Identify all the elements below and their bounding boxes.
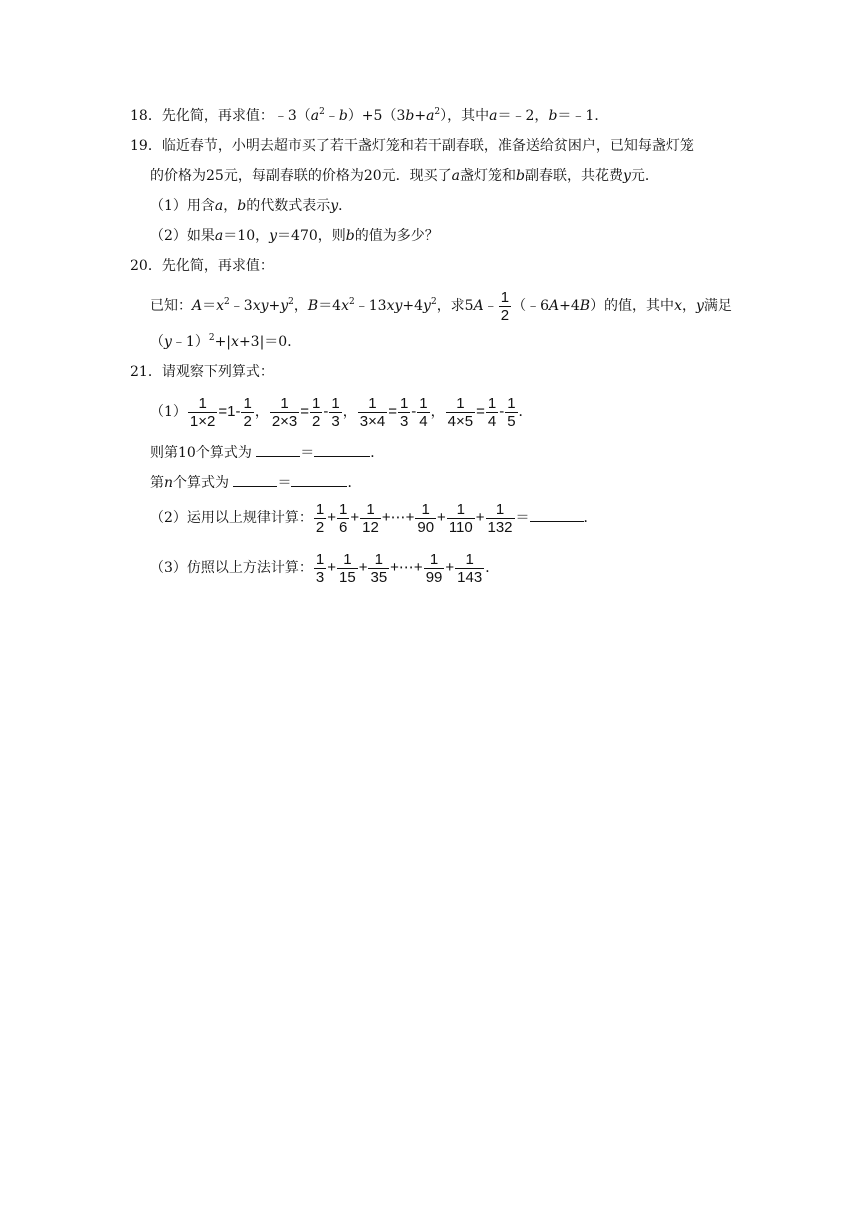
question-20-given: 已知：$A=x^2﹣3xy+y^2$，$B=4x^2﹣13xy+4y^2$，求5A﹣ $\frac{1}{2}$ （﹣6A+4B）的值，其中x，y满足 [150,288,732,324]
question-18: 18．先化简，再求值：$﹣3(a^2﹣b)+5(3b+a^2)$，其中a＝﹣2，b＝﹣1． [130,107,609,124]
q19-number: 19． [130,138,162,154]
question-21-part-3: （3）仿照以上方法计算： $\frac{1}{3}$ + $\frac{1}{15}$ + $\frac{1}{35}$ +⋯+ $\frac{1}{99}$ + $\frac{1}{143}$ ． [150,550,500,586]
fraction: $\frac{1}{90}$ [417,500,435,536]
question-20-head: 20．先化简，再求值： [130,258,274,274]
fraction: $\frac{1}{1\times 2}$ [189,394,216,430]
fraction: $\frac{1}{15}$ [339,550,356,586]
question-20-condition: （y﹣1）$^2$+|x+3|＝0． [150,333,302,350]
fraction-one-half: $\frac{1}{2}$ [500,288,510,324]
fraction: $\frac{1}{110}$ [448,500,473,536]
fraction: $\frac{1}{2\times 3}$ [271,394,298,430]
fraction: $\frac{1}{6}$ [339,500,348,536]
answer-blank[interactable] [233,472,277,487]
answer-blank[interactable] [256,442,300,457]
question-21-head: 21．请观察下列算式： [130,364,274,380]
fraction: $\frac{1}{5}$ [507,394,516,430]
question-21-nth: 第n个算式为 ＝ ． [150,472,361,493]
fraction: $\frac{1}{132}$ [487,500,513,536]
answer-blank[interactable] [291,472,347,487]
q20-number: 20． [130,258,162,274]
fraction: $\frac{1}{4\times 5}$ [447,394,474,430]
question-19-line-1: 19．临近春节，小明去超市买了若干盏灯笼和若干副春联，准备送给贫困户，已知每盏灯笼 [130,138,694,154]
q21-number: 21． [130,364,162,380]
answer-blank[interactable] [530,507,584,522]
question-21-part-1-pattern: （1） $\frac{1}{1\times 2}$ =1- $\frac{1}{2}$ ， $\frac{1}{2\times 3}$ = $\frac{1}{2}$ - $\frac{1}{3}$ ， $\frac{1}{3\times 4}$ = $\frac{1}{3}$ - $\frac{1}{4}$ ， $\frac{1}{4\times 5}$ = $\frac{1}{4}$ - $\frac{1}{5}$ ． [150,394,533,430]
fraction: $\frac{1}{2}$ [312,394,321,430]
fraction: $\frac{1}{143}$ [457,550,483,586]
question-21-part-2: （2）运用以上规律计算： $\frac{1}{2}$ + $\frac{1}{6}$ + $\frac{1}{12}$ +⋯+ $\frac{1}{90}$ + $\frac{1}{110}$ + $\frac{1}{132}$ ＝ ． [150,500,598,536]
q18-number: 18． [130,108,162,124]
question-19-line-2: 的价格为25元，每副春联的价格为20元．现买了a盏灯笼和b副春联，共花费y元． [150,168,659,184]
fraction: $\frac{1}{35}$ [370,550,388,586]
fraction: $\frac{1}{99}$ [425,550,443,586]
fraction: $\frac{1}{4}$ [487,394,497,430]
question-19-part-2: （2）如果a＝10，y＝470，则b的值为多少？ [150,228,439,244]
fraction: $\frac{1}{2}$ [243,394,252,430]
question-21-tenth: 则第10个算式为 ＝ ． [150,442,384,463]
fraction: $\frac{1}{12}$ [362,500,379,536]
fraction: $\frac{1}{2}$ [315,500,325,536]
fraction: $\frac{1}{3}$ [331,394,340,430]
question-19-part-1: （1）用含a，b的代数式表示y． [150,198,353,214]
fraction: $\frac{1}{4}$ [419,394,428,430]
fraction: $\frac{1}{3\times 4}$ [359,394,386,430]
fraction: $\frac{1}{3}$ [315,550,325,586]
answer-blank[interactable] [314,442,370,457]
fraction: $\frac{1}{3}$ [399,394,409,430]
